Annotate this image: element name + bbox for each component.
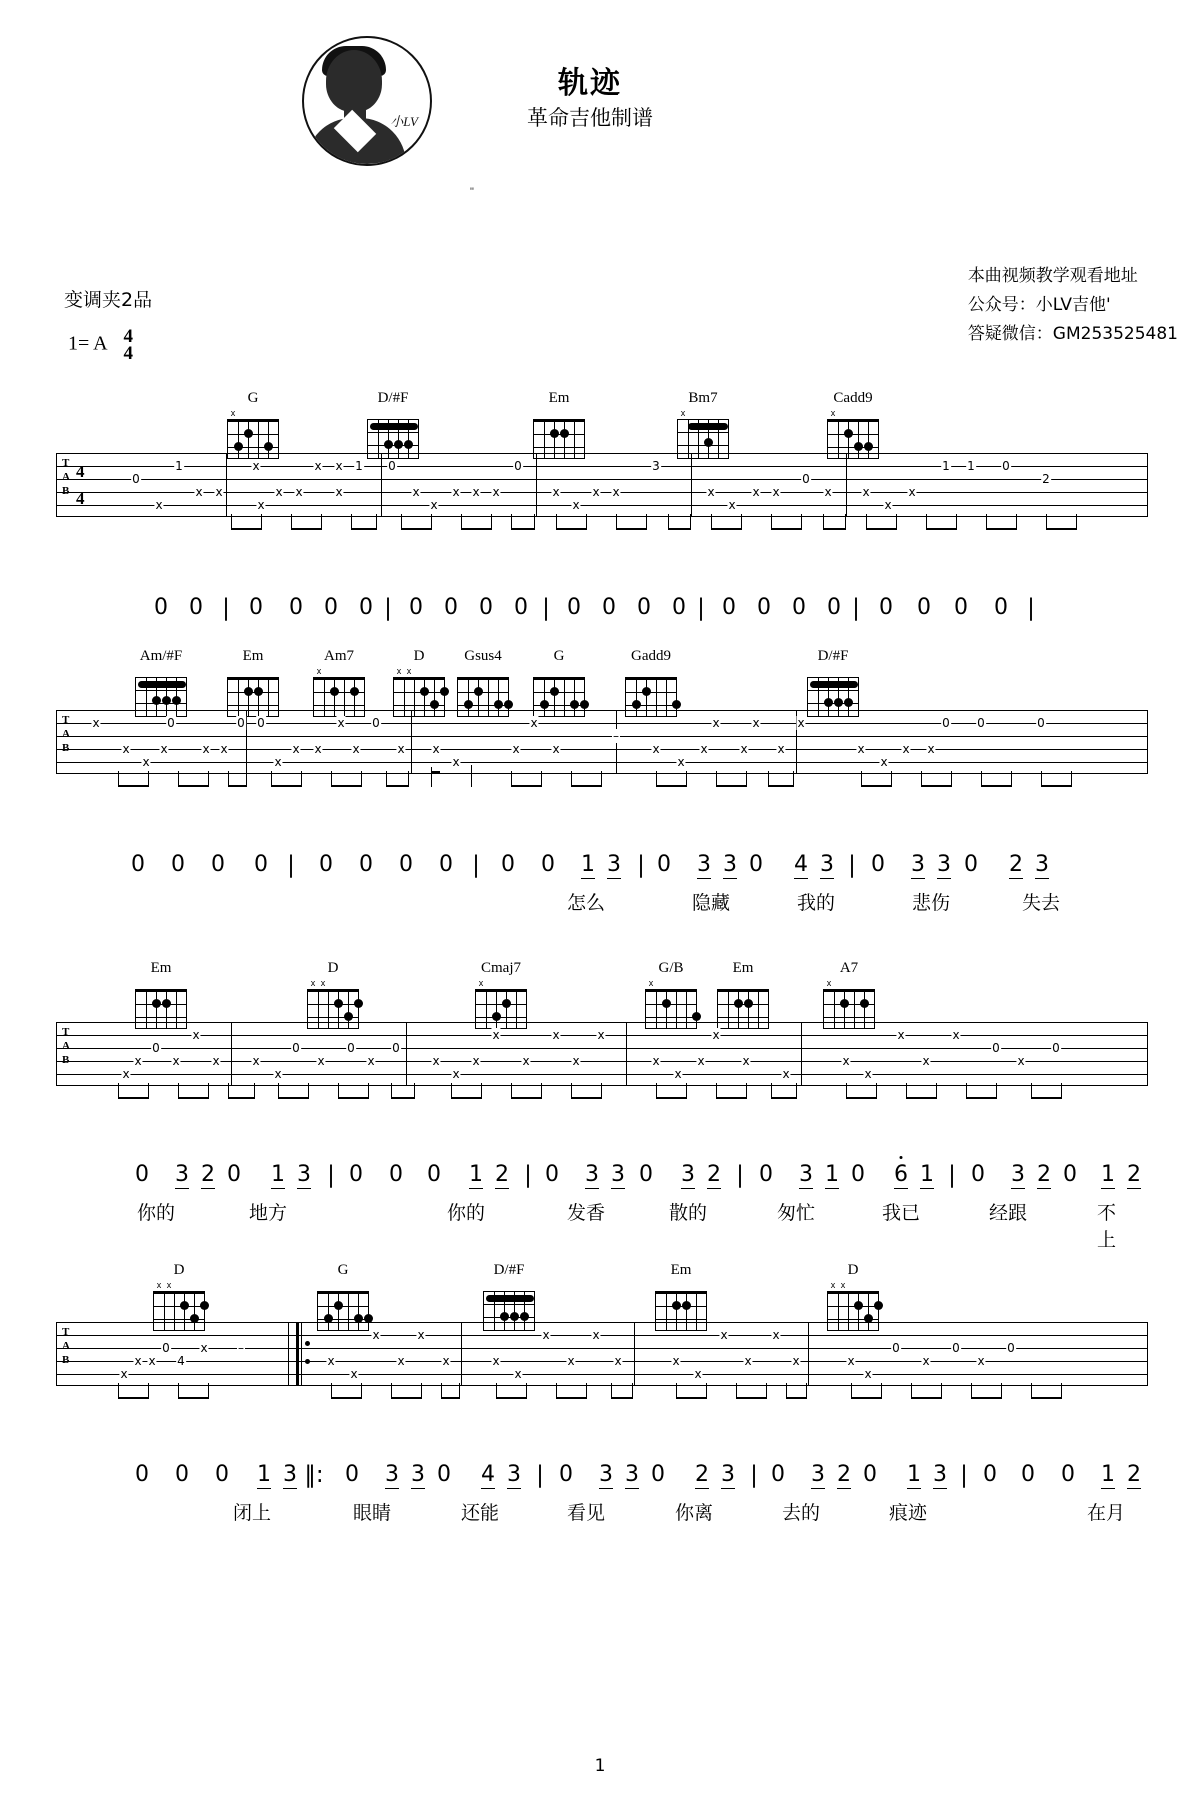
mark-mute: x — [230, 408, 236, 418]
chord-diagram-g-3 — [312, 1262, 374, 1331]
lyric: 经跟 — [988, 1202, 1028, 1224]
chord-marks — [475, 978, 527, 989]
chord-diagram-cmaj7 — [470, 960, 532, 1029]
chord-name: D/#F — [377, 390, 409, 406]
mark-mute: x — [830, 1280, 836, 1290]
logo-avatar — [302, 36, 432, 166]
key-signature — [68, 328, 133, 362]
rhythm-stems — [56, 771, 1148, 793]
capo-label: 变调夹2品 — [64, 289, 153, 311]
lyrics-row-3 — [56, 1498, 1148, 1526]
chord-diagram-d-3 — [302, 960, 364, 1029]
chord-name: Em — [242, 648, 264, 664]
key-label: 1= A — [68, 332, 107, 355]
chord-diagram-d-sharp-f-2 — [802, 648, 864, 717]
chord-name: G — [337, 1262, 349, 1278]
chord-diagram-em-4 — [712, 960, 774, 1029]
chord-diagram-d-2 — [388, 648, 450, 717]
chord-diagram-am7 — [308, 648, 370, 717]
contact-info — [968, 262, 1178, 349]
lyric: 你离 — [674, 1502, 714, 1524]
chord-marks — [153, 1280, 205, 1291]
chord-diagram-g — [222, 390, 284, 459]
lyric: 隐藏 — [691, 892, 731, 914]
time-top: 4 — [123, 326, 134, 347]
mark-mute: x — [648, 978, 654, 988]
page-number: 1 — [594, 1756, 606, 1776]
rhythm-stems — [56, 1083, 1148, 1105]
chord-diagram-d-5 — [822, 1262, 884, 1331]
rhythm-stems — [56, 1383, 1148, 1405]
chord-marks — [655, 1280, 707, 1291]
chord-diagram-d-sharp-f-3 — [478, 1262, 540, 1331]
chord-name: G/B — [658, 960, 684, 976]
time-signature-staff: 4 4 — [76, 462, 85, 508]
chord-name: A7 — [839, 960, 859, 976]
tab-staff: T A B x 0 0 x x x x x 0 x x x 0 x x x x x x x x – x x x x x x x x x x x 0 0 0 x — [56, 710, 1148, 774]
contact-line-1: 本曲视频教学观看地址 — [967, 266, 1138, 286]
mark-mute: x — [316, 666, 322, 676]
tab-clef: T A B — [62, 1326, 70, 1366]
chord-name: D — [327, 960, 339, 976]
tab-clef: T A B — [62, 714, 70, 754]
tab-staff: T A B 0 x 4 – x x x x x x x x x x x x x x x x x x x x x x 0 0 0 x x x — [56, 1322, 1148, 1386]
chord-marks — [717, 978, 769, 989]
mark-mute: x — [396, 666, 402, 676]
mark-mute: x — [320, 978, 326, 988]
chord-name: G — [247, 390, 259, 406]
contact-line-3: 答疑微信：GM253525481 — [967, 324, 1178, 344]
chord-name: Gsus4 — [464, 648, 502, 664]
tab-clef: T A B — [62, 457, 70, 497]
chord-marks — [367, 408, 419, 419]
chord-marks — [533, 408, 585, 419]
contact-line-2: 公众号：小LV吉他' — [967, 295, 1111, 315]
chord-marks — [645, 978, 697, 989]
chord-name: Em — [150, 960, 172, 976]
chord-diagram-gsus4 — [452, 648, 514, 717]
chord-marks — [307, 978, 359, 989]
lyric: 在月 — [1086, 1502, 1126, 1524]
chord-name: Am/#F — [139, 648, 183, 664]
lyric: 你的 — [446, 1202, 486, 1224]
time-bottom: 4 — [123, 343, 134, 364]
chord-marks — [457, 666, 509, 677]
chord-name: Gadd9 — [631, 648, 671, 664]
tab-staff: T A B 4 4 0 1 x x x x x x x x 1 x x 0 x x x x x 0 x x x 3 x x x x x 0 x x x x 1 1 0 2 — [56, 453, 1148, 517]
time-signature — [124, 328, 134, 362]
chord-diagram-em-3 — [130, 960, 192, 1029]
lyric: 眼睛 — [352, 1502, 392, 1524]
chord-diagram-cadd9 — [822, 390, 884, 459]
mark-mute: x — [840, 1280, 846, 1290]
chord-name: Cadd9 — [833, 390, 873, 406]
mark-mute: x — [166, 1280, 172, 1290]
lyric: 散的 — [668, 1202, 708, 1224]
tab-clef: T A B — [62, 1026, 70, 1066]
mark-mute: x — [156, 1280, 162, 1290]
lyric: 我的 — [796, 892, 836, 914]
chord-diagram-g-2 — [528, 648, 590, 717]
mark-mute: x — [680, 408, 686, 418]
repeat-start-barline — [296, 1323, 303, 1385]
tab-system-3 — [56, 1022, 1148, 1086]
chord-marks — [677, 408, 729, 419]
chord-name: Em — [548, 390, 570, 406]
chord-diagram-em — [528, 390, 590, 459]
chord-name: D — [847, 1262, 859, 1278]
chord-marks — [313, 666, 365, 677]
song-title: 轨迹 — [558, 66, 622, 101]
chord-diagram-am-sharp-f — [130, 648, 192, 717]
chord-diagram-em-2 — [222, 648, 284, 717]
chord-diagram-gadd9 — [620, 648, 682, 717]
rhythm-stems — [56, 514, 1148, 536]
numbered-notation-row-1: 0 0 | 0 0 0 0 | 0 0 0 0 | 0 0 0 0 | 0 0 0 0 | 0 0 0 0 | — [154, 595, 1035, 621]
chord-marks — [135, 978, 187, 989]
mark-mute: x — [826, 978, 832, 988]
chord-name: Em — [732, 960, 754, 976]
lyric: 痕迹 — [888, 1502, 928, 1524]
mark-mute: x — [406, 666, 412, 676]
chord-diagram-d-4 — [148, 1262, 210, 1331]
lyrics-row-2 — [56, 1198, 1148, 1251]
lyric: 怎么 — [566, 892, 606, 914]
chord-diagram-g-b — [640, 960, 702, 1029]
chord-diagram-bm7 — [672, 390, 734, 459]
chord-diagram-a7 — [818, 960, 880, 1029]
chord-marks — [227, 408, 279, 419]
lyric: 你的 — [136, 1202, 176, 1224]
chord-name: D/#F — [817, 648, 849, 664]
chord-name: D — [413, 648, 425, 664]
chord-diagram-em-5 — [650, 1262, 712, 1331]
lyric: 地方 — [248, 1202, 288, 1224]
chord-marks — [807, 666, 859, 677]
lyric: 悲伤 — [911, 892, 951, 914]
chord-name: G — [553, 648, 565, 664]
chord-marks — [533, 666, 585, 677]
chord-marks — [625, 666, 677, 677]
mark-mute: x — [478, 978, 484, 988]
numbered-notation-row-4: 0 0 0 1 3 ‖: 0 3 3 0 4 3 | 0 3 3 0 2 3 | 0 3 2 0 1 3 | 0 0 0 1 2 — [135, 1462, 1141, 1488]
lyric: 去的 — [781, 1502, 821, 1524]
chord-name: D/#F — [493, 1262, 525, 1278]
arranger-subtitle: 革命吉他制谱 — [527, 106, 653, 130]
mark-mute: x — [830, 408, 836, 418]
chord-marks — [393, 666, 445, 677]
tab-system-4 — [56, 1322, 1148, 1386]
lyric: 失去 — [1021, 892, 1061, 914]
chord-name: D — [173, 1262, 185, 1278]
tab-system-2 — [56, 710, 1148, 774]
lyric: 闭上 — [232, 1502, 272, 1524]
lyric: 还能 — [460, 1502, 500, 1524]
chord-diagram-d-sharp-f — [362, 390, 424, 459]
chord-marks — [823, 978, 875, 989]
lyrics-row-1 — [56, 888, 1148, 916]
mark-mute: x — [310, 978, 316, 988]
logo-text: 小LV — [390, 114, 418, 129]
lyric: 不上 — [1097, 1202, 1117, 1251]
chord-name: Em — [670, 1262, 692, 1278]
chord-name: Bm7 — [688, 390, 718, 406]
lyric: 发香 — [566, 1202, 606, 1224]
chord-marks — [827, 408, 879, 419]
numbered-notation-row-3: 0 3 2 0 1 3 | 0 0 0 1 2 | 0 3 3 0 3 2 | 0 3 1 0 6 1 | 0 3 2 0 1 2 — [135, 1162, 1141, 1188]
chord-marks — [317, 1280, 369, 1291]
tab-staff: T A B 0 x x x x x x 0 0 0 x x x x x x x x x x x x x x x x x x x x 0 0 x x x — [56, 1022, 1148, 1086]
chord-marks — [827, 1280, 879, 1291]
tiny-mark: " — [470, 186, 474, 198]
chord-marks — [483, 1280, 535, 1291]
logo-face — [326, 50, 382, 112]
numbered-notation-row-2: 0 0 0 0 | 0 0 0 0 | 0 0 1 3 | 0 3 3 0 4 3 | 0 3 3 0 2 3 — [131, 852, 1049, 878]
chord-marks — [135, 666, 187, 677]
lyric: 匆忙 — [776, 1202, 816, 1224]
lyric: 看见 — [566, 1502, 606, 1524]
lyric: 我已 — [881, 1202, 921, 1224]
chord-name: Am7 — [324, 648, 354, 664]
tab-system-1 — [56, 453, 1148, 517]
chord-marks — [227, 666, 279, 677]
chord-name: Cmaj7 — [481, 960, 521, 976]
